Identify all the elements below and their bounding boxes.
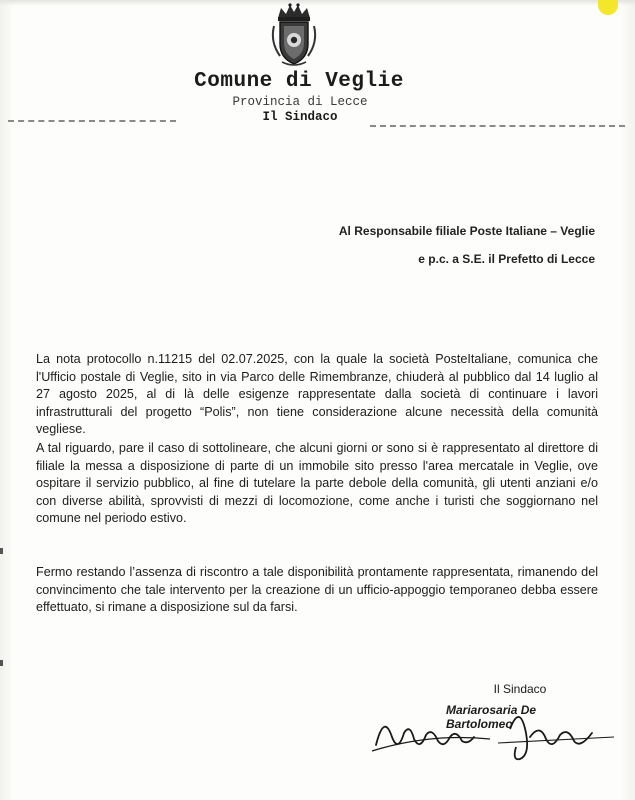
coat-of-arms-icon — [268, 2, 320, 68]
body-paragraph: Fermo restando l’assenza di riscontro a tale disponibilità prontamente rappresentata, rimanendo del convincimento che tale intervento per la creazione di un ufficio-appoggio temporaneo debba essere effettuato, si rimane a disposizione sul da farsi. — [36, 565, 598, 615]
margin-mark — [0, 548, 3, 554]
recipient-cc: e p.c. a S.E. il Prefetto di Lecce — [418, 252, 595, 266]
recipient-primary: Al Responsabile filiale Poste Italiane – Veglie — [338, 224, 595, 238]
header-divider-left — [8, 120, 176, 122]
province-subtitle: Provincia di Lecce — [232, 95, 368, 109]
body-paragraph: La nota protocollo n.11215 del 02.07.2025, con la quale la società PosteItaliane, comunica che l'Ufficio postale di Veglie, sito in via Parco delle Rimembranze, chiuderà al pubblico dal 14 luglio al 27 agosto 2025, al di là delle esigenze rappresentate dalla società di continuare i lavori infrastrutturali del progetto “Polis”, non tiene considerazione alcune necessità della comunità vegliese. — [36, 352, 598, 437]
header-divider-right — [370, 125, 625, 127]
body-paragraph: A tal riguardo, pare il caso di sottolineare, che alcuni giorni or sono si è rappresentato al direttore di filiale la messa a disposizione di parte di un immobile sito presso l'area mercatale in Veglie, ove ospitare il servizio pubblico, al fine di tutelare la parte debole della comunità, gli utenti anziani e/o con diverse abilità, sprovvisti di mezzi di locomozione, come anche i turisti che soggiornano nel comune nel periodo estivo. — [36, 441, 598, 526]
closing-title: Il Sindaco — [493, 682, 547, 696]
signatory-name: Mariarosaria De Bartolomeo — [446, 703, 537, 731]
office-label: Il Sindaco — [262, 110, 338, 124]
margin-mark — [0, 660, 3, 666]
municipality-title: Comune di Veglie — [194, 70, 404, 93]
